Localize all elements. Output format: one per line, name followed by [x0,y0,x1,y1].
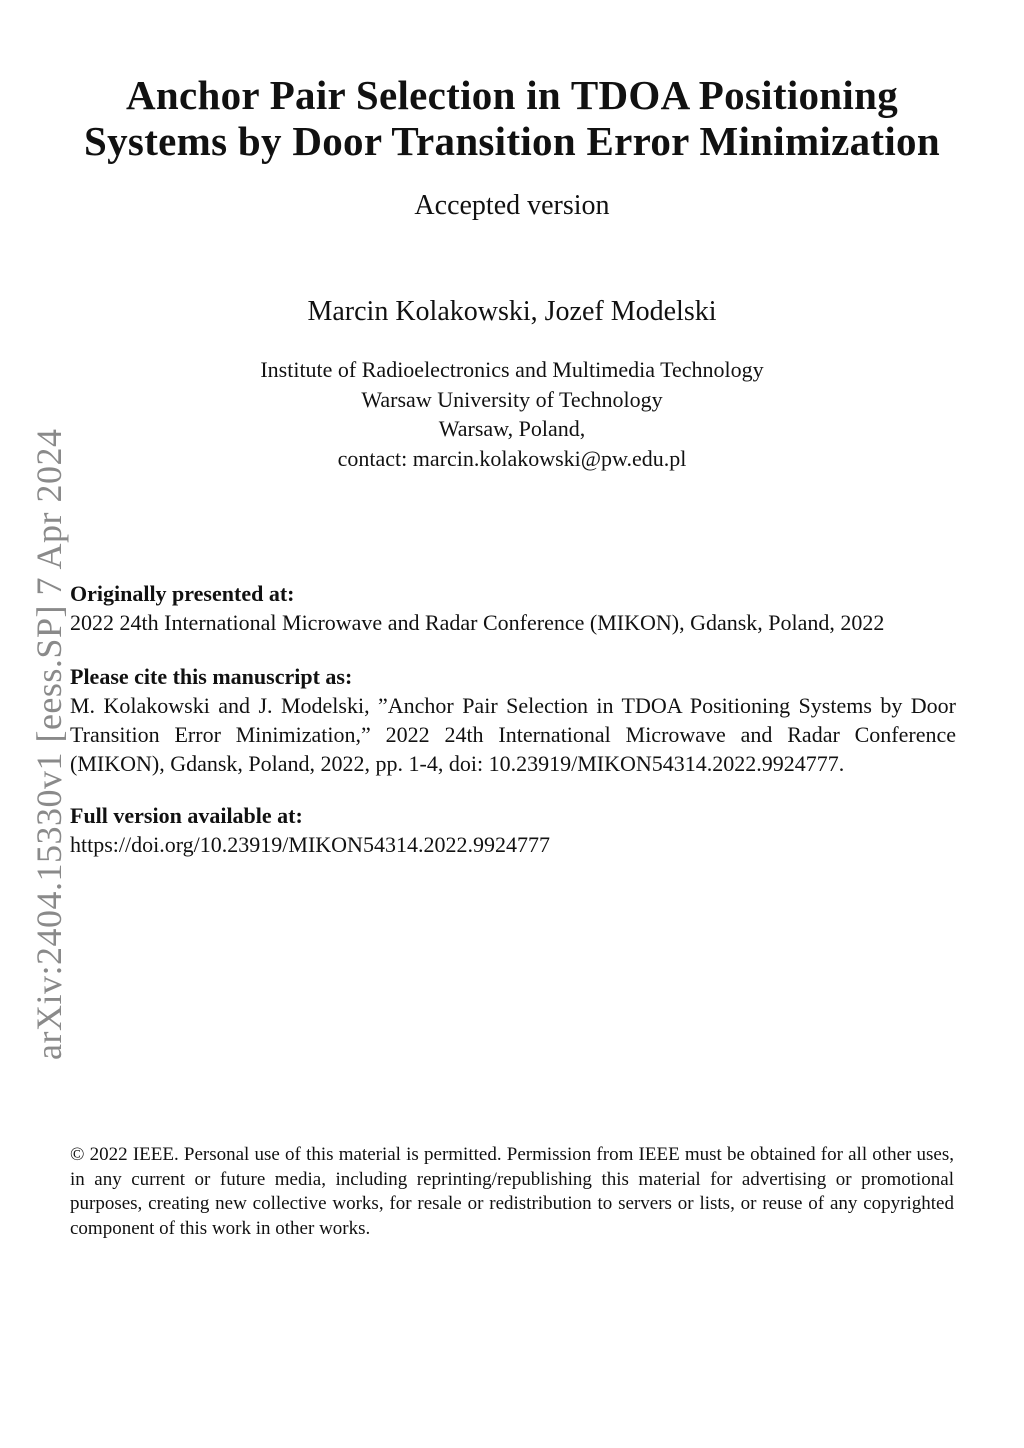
affiliation [0,355,1024,473]
paper-title-line-1: Anchor Pair Selection in TDOA Positioning [125,72,899,118]
full-version-section [70,801,956,859]
paper-title [40,72,984,164]
affiliation-university: Warsaw University of Technology [361,386,663,412]
affiliation-institute: Institute of Radioelectronics and Multimedia Technology [260,357,764,382]
full-version-link[interactable]: https://doi.org/10.23919/MIKON54314.2022.9924777 [70,832,550,857]
authors: Marcin Kolakowski, Jozef Modelski [307,296,717,327]
presented-at-text: 2022 24th International Microwave and Radar Conference (MIKON), Gdansk, Poland, 2022 [70,610,885,635]
presented-at-section [70,579,956,637]
presented-at-heading: Originally presented at: [70,581,295,606]
full-version-heading: Full version available at: [70,803,303,828]
affiliation-location: Warsaw, Poland, [438,416,586,441]
paper-title-line-2: Systems by Door Transition Error Minimization [84,118,940,164]
version-note: Accepted version [414,190,610,221]
citation-text: M. Kolakowski and J. Modelski, ”Anchor Pair Selection in TDOA Positioning Systems by Door Transition Error Minimization,” 2022 24th International Microwave and Radar Conference (MIKON), Gdansk, Poland, 2022, pp. 1-4, doi: 10.23919/MIKON54314.2022.9924777. [70,693,956,776]
citation-section [70,662,956,778]
citation-heading: Please cite this manuscript as: [70,664,353,689]
arxiv-identifier-stamp: arXiv:2404.15330v1 [eess.SP] 7 Apr 2024 [29,428,69,1060]
copyright-notice: © 2022 IEEE. Personal use of this material is permitted. Permission from IEEE must be obtained for all other uses, in any current or future media, including reprinting/republishing this material for advertising or promotional purposes, creating new collective works, for resale or redistribution to servers or lists, or reuse of any copyrighted component of this work in other works. [70,1144,954,1239]
affiliation-contact: contact: marcin.kolakowski@pw.edu.pl [337,445,687,471]
